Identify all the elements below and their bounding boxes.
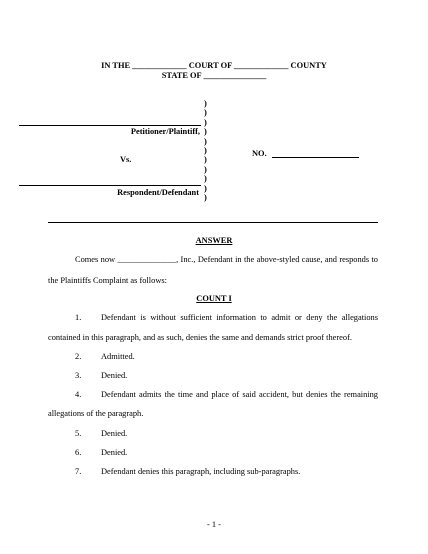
caption-paren: ) xyxy=(204,126,207,137)
item-number: 1. xyxy=(75,313,82,322)
petitioner-label: Petitioner/Plaintiff, xyxy=(130,127,200,136)
item-number: 2. xyxy=(75,352,82,361)
caption-paren: ) xyxy=(204,107,207,118)
case-number-line xyxy=(272,157,359,158)
vs-label: Vs. xyxy=(120,155,132,164)
item-text: Admitted. xyxy=(101,352,135,361)
caption-paren: ) xyxy=(204,154,207,165)
item-text: Defendant admits the time and place of said accident, but denies the remaining xyxy=(101,390,378,399)
item-number: 6. xyxy=(75,448,82,457)
caption-paren: ) xyxy=(204,192,207,202)
caption-paren: ) xyxy=(204,173,207,184)
caption-paren: ) xyxy=(204,135,207,146)
item-number: 5. xyxy=(75,429,82,438)
item-text: Denied. xyxy=(101,448,128,457)
count-heading: COUNT I xyxy=(196,294,232,303)
respondent-label: Respondent/Defendant xyxy=(117,188,199,197)
item-text: Defendant is without sufficient information to admit or deny the allegations xyxy=(101,313,378,322)
item-text: Defendant denies this paragraph, including sub-paragraphs. xyxy=(101,467,301,476)
state-line: STATE OF _______________ xyxy=(161,71,267,80)
case-number-label: NO. xyxy=(252,149,267,158)
intro-line-1: Comes now ______________, Inc., Defendant in the above-styled cause, and responds to xyxy=(75,255,378,264)
item-number: 4. xyxy=(75,390,82,399)
page-number: - 1 - xyxy=(207,520,221,529)
caption-paren: ) xyxy=(204,182,207,193)
item-text-cont: contained in this paragraph, and as such, denies the same and demands strict proof thereof. xyxy=(48,333,352,342)
item-number: 7. xyxy=(75,467,82,476)
document-title: ANSWER xyxy=(195,236,233,245)
item-text-cont: allegations of the paragraph. xyxy=(48,409,144,418)
caption-paren: ) xyxy=(204,116,207,127)
item-number: 3. xyxy=(75,371,82,380)
caption-paren: ) xyxy=(204,163,207,174)
caption-paren: ) xyxy=(204,145,207,155)
court-line: IN THE _____________ COURT OF _____________ COUNTY xyxy=(101,61,327,70)
item-text: Denied. xyxy=(101,429,128,438)
petitioner-signature-line xyxy=(19,125,201,126)
caption-paren: ) xyxy=(204,98,207,108)
intro-line-2: the Plaintiffs Complaint as follows: xyxy=(48,276,167,285)
item-text: Denied. xyxy=(101,371,128,380)
respondent-signature-line xyxy=(19,185,201,186)
caption-divider xyxy=(48,222,378,223)
